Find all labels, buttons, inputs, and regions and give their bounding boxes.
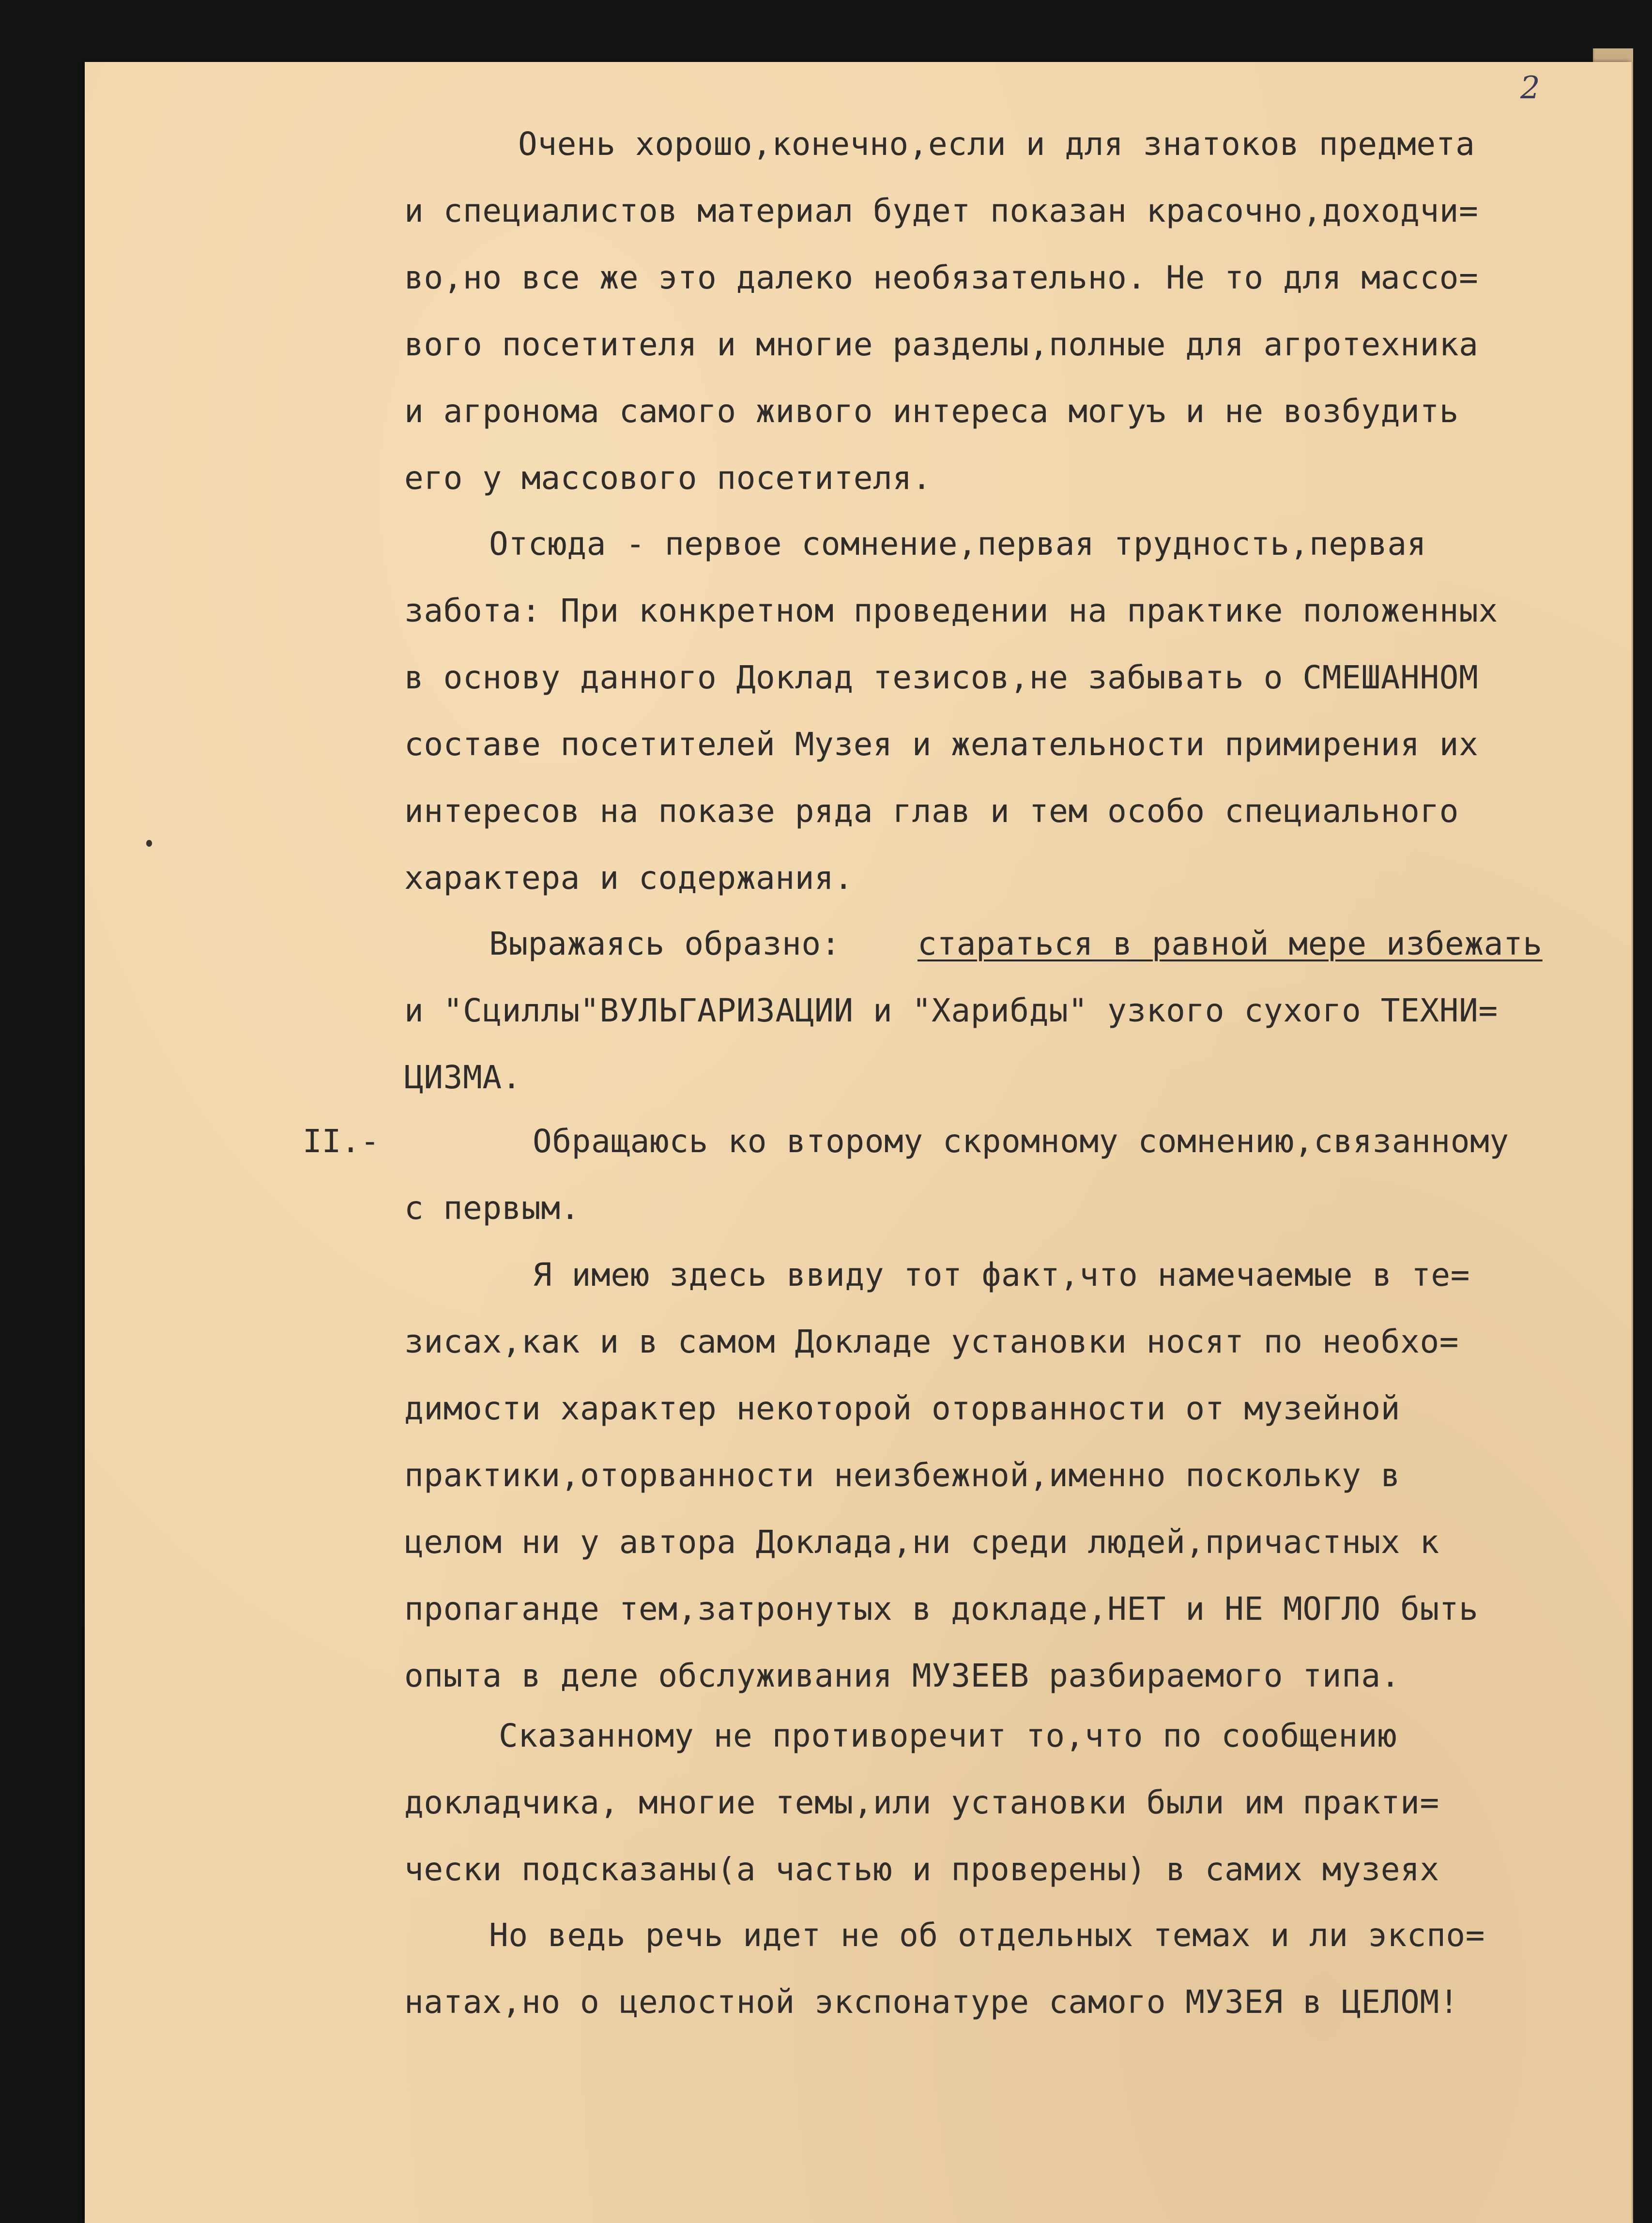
text-line-6: его у массового посетителя.	[404, 459, 932, 497]
text-line-1: Очень хорошо,конечно,если и для знатоков предмета	[518, 125, 1475, 163]
text-line-17: с первым.	[404, 1189, 581, 1227]
text-line-14: и "Сциллы"ВУЛЬГАРИЗАЦИИ и "Харибды" узкого сухого ТЕХНИ=	[404, 992, 1498, 1029]
text-line-26: докладчика, многие темы,или установки были им практи=	[404, 1784, 1439, 1821]
text-line-20: димости характер некоторой оторванности от музейной	[404, 1390, 1401, 1427]
text-line-5: и агронома самого живого интереса могуъ и не возбудить	[404, 393, 1459, 430]
ink-speck	[146, 840, 152, 847]
text-line-18: Я имею здесь ввиду тот факт,что намечаемые в те=	[533, 1256, 1470, 1294]
text-line-12: характера и содержания.	[404, 859, 854, 897]
text-line-4: вого посетителя и многие разделы,полные для агротехника	[404, 326, 1479, 363]
text-line-7: Отсюда - первое сомнение,первая трудность,первая	[489, 525, 1427, 563]
text-line-27: чески подсказаны(а частью и проверены) в самих музеях	[404, 1851, 1439, 1888]
text-line-9: в основу данного Доклад тезисов,не забывать о СМЕШАННОМ	[404, 659, 1479, 696]
text-line-25: Сказанному не противоречит то,что по сообщению	[499, 1717, 1397, 1754]
text-line-28: Но ведь речь идет не об отдельных темах и ли экспо=	[489, 1917, 1485, 1954]
text-line-8: забота: При конкретном проведении на практике положенных	[404, 592, 1498, 629]
text-line-19: зисах,как и в самом Докладе установки носят по необхо=	[404, 1323, 1459, 1360]
text-line-15: ЦИЗМА.	[404, 1059, 522, 1096]
text-line-16: Обращаюсь ко второму скромному сомнению,связанному	[533, 1123, 1509, 1160]
text-line-21: практики,оторванности неизбежной,именно поскольку в	[404, 1457, 1401, 1494]
text-line-29: натах,но о целостной экспонатуре самого МУЗЕЯ в ЦЕЛОМ!	[404, 1983, 1459, 2021]
section-marker: II.-	[303, 1123, 380, 1160]
text-line-3: во,но все же это далеко необязательно. Не то для массо=	[404, 259, 1479, 296]
text-line-13-lead: Выражаясь образно:	[489, 925, 841, 962]
text-line-10: составе посетителей Музея и желательности примирения их	[404, 726, 1479, 763]
text-line-2: и специалистов материал будет показан красочно,доходчи=	[404, 192, 1479, 229]
text-line-23: пропаганде тем,затронутых в докладе,НЕТ и НЕ МОГЛО быть	[404, 1590, 1479, 1628]
text-line-22: целом ни у автора Доклада,ни среди людей,причастных к	[404, 1523, 1439, 1561]
text-line-11: интересов на показе ряда глав и тем особо специального	[404, 792, 1459, 830]
text-line-13-underlined: стараться в равной мере избежать	[918, 925, 1543, 962]
page-number: 2	[1520, 70, 1540, 106]
text-line-24: опыта в деле обслуживания МУЗЕЕВ разбираемого типа.	[404, 1657, 1401, 1694]
